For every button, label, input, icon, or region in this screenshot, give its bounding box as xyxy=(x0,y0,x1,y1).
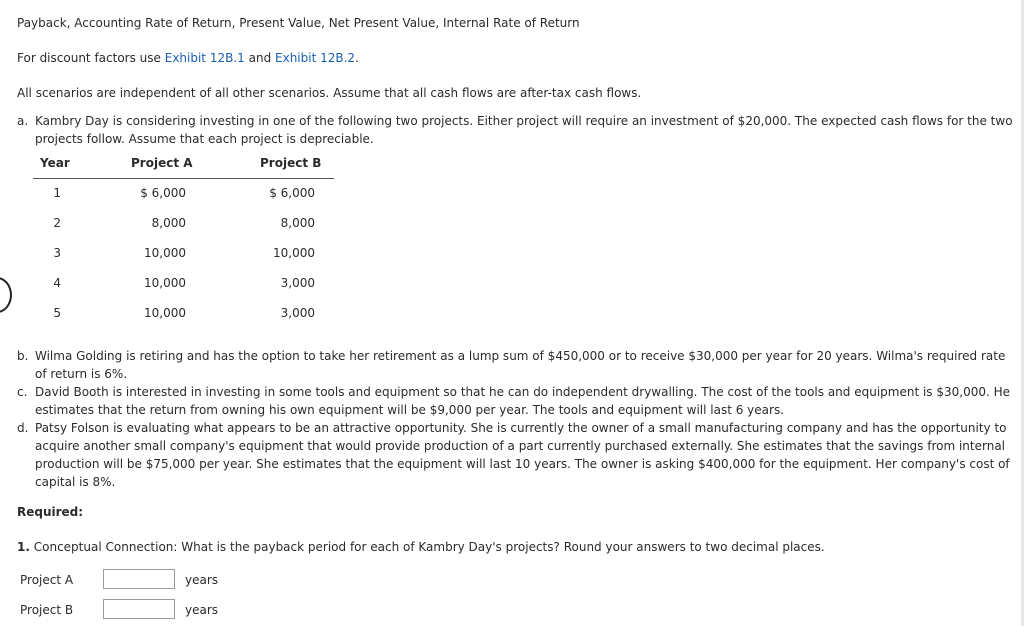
discount-factors-line xyxy=(17,51,359,65)
answer-label: Project A xyxy=(20,573,74,587)
scenario-c-label: c. xyxy=(17,385,28,399)
project-b-cell: 3,000 xyxy=(280,306,315,320)
scenario-b xyxy=(17,347,1017,383)
year-cell: 4 xyxy=(53,276,61,290)
scenario-d-label: d. xyxy=(17,421,29,435)
project-a-payback-input[interactable] xyxy=(104,570,174,588)
answer-label: Project B xyxy=(20,603,74,617)
project-a-cell: 10,000 xyxy=(144,306,186,320)
project-b-cell: 8,000 xyxy=(280,216,315,230)
project-b-cell: $ 6,000 xyxy=(269,186,315,200)
project-a-cell: 8,000 xyxy=(151,216,186,230)
header-project-b: Project B xyxy=(260,156,322,170)
year-cell: 3 xyxy=(53,246,61,260)
year-cell: 2 xyxy=(53,216,61,230)
page-title: Payback, Accounting Rate of Return, Present Value, Net Present Value, Internal Rate of Return xyxy=(17,16,580,30)
project-a-payback-box xyxy=(103,569,175,589)
project-b-cell: 3,000 xyxy=(280,276,315,290)
scenario-a-text: Kambry Day is considering investing in one of the following two projects. Either project will require an investment of $20,000. The expected cash flows for the two projects follow. Assume that each project is depreciable. xyxy=(35,114,1013,146)
discount-prefix: For discount factors use xyxy=(17,51,161,65)
scenario-c-text: David Booth is interested in investing in some tools and equipment so that he can do independent drywalling. The cost of the tools and equipment is $30,000. He estimates that the return from owning his own equipment will be $9,000 per year. The tools and equipment will last 6 years. xyxy=(35,385,1011,417)
project-b-payback-input[interactable] xyxy=(104,600,174,618)
project-a-cell: 10,000 xyxy=(144,276,186,290)
answer-unit: years xyxy=(185,603,219,617)
question-number: 1. xyxy=(17,540,30,554)
answer-unit: years xyxy=(185,573,219,587)
intro-text: All scenarios are independent of all other scenarios. Assume that all cash flows are after-tax cash flows. xyxy=(17,86,642,100)
project-a-cell: 10,000 xyxy=(144,246,186,260)
scenario-d-text: Patsy Folson is evaluating what appears to be an attractive opportunity. She is currently the owner of a small manufacturing company and has the opportunity to acquire another small company's equipment that would provide production of a part currently purchased externally. She estimates that the savings from internal production will be $75,000 per year. She estimates that the equipment will last 10 years. The owner is asking $400,000 for the equipment. Her company's cost of capital is 8%. xyxy=(35,421,1010,489)
header-project-a: Project A xyxy=(131,156,193,170)
project-a-cell: $ 6,000 xyxy=(140,186,186,200)
header-year: Year xyxy=(40,156,70,170)
discount-mid: and xyxy=(248,51,272,65)
exhibit-12b1-link[interactable]: Exhibit 12B.1 xyxy=(164,51,245,65)
question-1 xyxy=(17,540,825,554)
exhibit-12b2-link[interactable]: Exhibit 12B.2 xyxy=(275,51,356,65)
year-cell: 1 xyxy=(53,186,61,200)
scenario-a xyxy=(17,112,1017,148)
required-heading: Required: xyxy=(17,505,84,519)
scenario-d xyxy=(17,419,1017,491)
header-rule xyxy=(33,178,334,179)
project-b-cell: 10,000 xyxy=(273,246,315,260)
discount-suffix: . xyxy=(355,51,359,65)
project-b-payback-box xyxy=(103,599,175,619)
scenario-b-text: Wilma Golding is retiring and has the option to take her retirement as a lump sum of $450,000 or to receive $30,000 per year for 20 years. Wilma's required rate of return is 6%. xyxy=(35,349,1006,381)
year-cell: 5 xyxy=(53,306,61,320)
question-text: Conceptual Connection: What is the payback period for each of Kambry Day's projects? Round your answers to two decimal places. xyxy=(33,540,825,554)
scenario-c xyxy=(17,383,1017,419)
scenario-a-label: a. xyxy=(17,114,29,128)
left-edge-arc xyxy=(0,277,12,313)
scenario-b-label: b. xyxy=(17,349,29,363)
